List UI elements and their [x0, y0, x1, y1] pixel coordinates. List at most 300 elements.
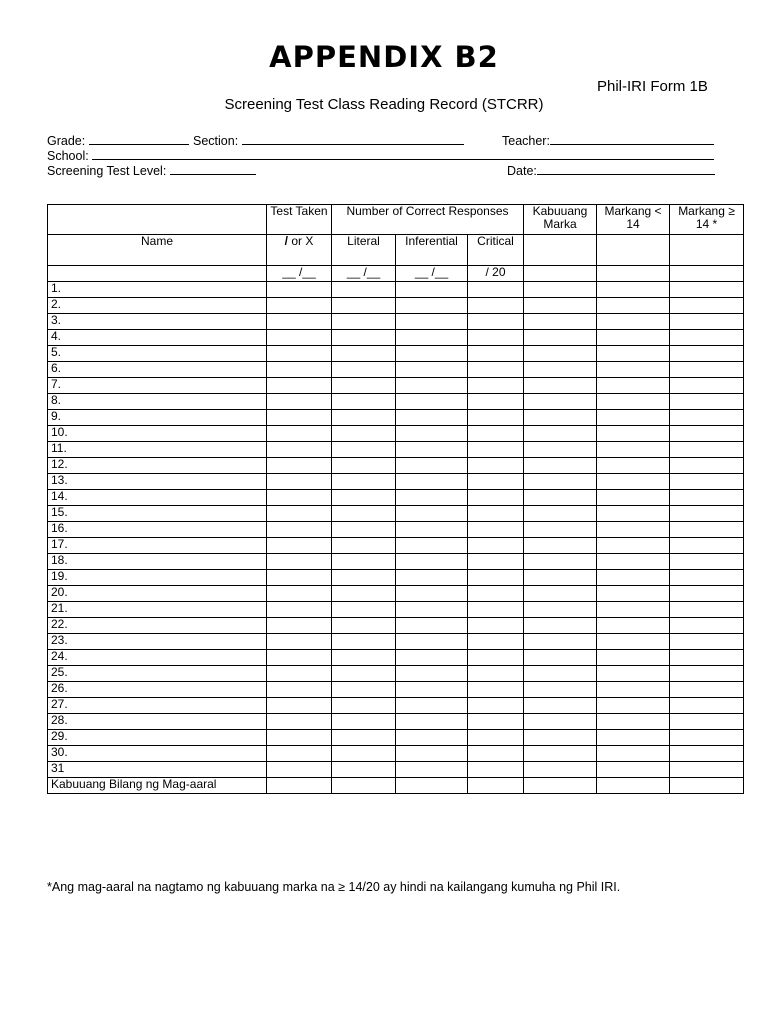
entry-cell[interactable] — [332, 554, 396, 570]
table-row — [48, 570, 744, 586]
entry-cell[interactable] — [396, 666, 468, 682]
header-cell — [670, 235, 744, 266]
entry-cell[interactable] — [524, 714, 597, 730]
row-number: 12. — [48, 458, 267, 474]
entry-cell[interactable] — [524, 586, 597, 602]
entry-cell[interactable] — [597, 570, 670, 586]
entry-cell[interactable] — [332, 442, 396, 458]
score-cell — [597, 266, 670, 282]
entry-cell[interactable] — [468, 602, 524, 618]
entry-cell[interactable] — [524, 666, 597, 682]
section-field[interactable] — [193, 132, 464, 148]
entry-cell[interactable] — [524, 698, 597, 714]
entry-cell[interactable] — [524, 506, 597, 522]
table-row — [48, 586, 744, 602]
score-cell — [48, 266, 267, 282]
entry-cell[interactable] — [267, 714, 332, 730]
entry-cell[interactable] — [524, 538, 597, 554]
entry-cell[interactable] — [670, 650, 744, 666]
entry-cell[interactable] — [670, 554, 744, 570]
entry-cell[interactable] — [597, 442, 670, 458]
entry-cell[interactable] — [332, 538, 396, 554]
entry-cell[interactable] — [396, 442, 468, 458]
entry-cell[interactable] — [597, 458, 670, 474]
entry-cell[interactable] — [332, 394, 396, 410]
score-total-critical: / 20 — [468, 266, 524, 282]
entry-cell[interactable] — [332, 298, 396, 314]
entry-cell[interactable] — [396, 714, 468, 730]
entry-cell[interactable] — [670, 682, 744, 698]
row-number: 14. — [48, 490, 267, 506]
entry-cell[interactable] — [597, 586, 670, 602]
entry-cell[interactable] — [597, 698, 670, 714]
entry-cell[interactable] — [267, 394, 332, 410]
entry-cell[interactable] — [267, 666, 332, 682]
entry-cell[interactable] — [267, 506, 332, 522]
entry-cell[interactable] — [468, 618, 524, 634]
entry-cell[interactable] — [267, 602, 332, 618]
table-row — [48, 298, 744, 314]
entry-cell[interactable] — [396, 618, 468, 634]
row-number: 7. — [48, 378, 267, 394]
entry-cell[interactable] — [670, 666, 744, 682]
entry-cell[interactable] — [396, 682, 468, 698]
entry-cell[interactable] — [670, 570, 744, 586]
row-number: 15. — [48, 506, 267, 522]
entry-cell[interactable] — [468, 698, 524, 714]
row-number: 11. — [48, 442, 267, 458]
entry-cell[interactable] — [670, 586, 744, 602]
entry-cell[interactable] — [332, 650, 396, 666]
table-row — [48, 474, 744, 490]
entry-cell[interactable] — [524, 410, 597, 426]
entry-cell[interactable] — [597, 682, 670, 698]
entry-cell[interactable] — [597, 778, 670, 794]
entry-cell[interactable] — [468, 714, 524, 730]
entry-cell[interactable] — [670, 618, 744, 634]
level-field[interactable] — [47, 162, 256, 178]
entry-cell[interactable] — [597, 410, 670, 426]
entry-cell[interactable] — [597, 490, 670, 506]
entry-cell[interactable] — [332, 410, 396, 426]
entry-cell[interactable] — [524, 554, 597, 570]
header-cell — [524, 235, 597, 266]
entry-cell[interactable] — [670, 314, 744, 330]
entry-cell[interactable] — [468, 634, 524, 650]
entry-cell[interactable] — [597, 506, 670, 522]
entry-cell[interactable] — [670, 362, 744, 378]
entry-cell[interactable] — [332, 778, 396, 794]
entry-cell[interactable] — [396, 394, 468, 410]
entry-cell[interactable] — [396, 538, 468, 554]
entry-cell[interactable] — [267, 570, 332, 586]
table-row — [48, 634, 744, 650]
entry-cell[interactable] — [332, 378, 396, 394]
score-row — [48, 266, 744, 282]
entry-cell[interactable] — [597, 378, 670, 394]
entry-cell[interactable] — [396, 522, 468, 538]
entry-cell[interactable] — [332, 314, 396, 330]
teacher-label: Teacher: — [502, 134, 550, 148]
entry-cell[interactable] — [597, 634, 670, 650]
entry-cell[interactable] — [597, 762, 670, 778]
entry-cell[interactable] — [396, 698, 468, 714]
total-row-label: Kabuuang Bilang ng Mag-aaral — [48, 778, 267, 794]
entry-cell[interactable] — [267, 474, 332, 490]
entry-cell[interactable] — [468, 458, 524, 474]
entry-cell[interactable] — [396, 410, 468, 426]
row-number: 18. — [48, 554, 267, 570]
row-number: 29. — [48, 730, 267, 746]
entry-cell[interactable] — [524, 378, 597, 394]
teacher-line — [550, 132, 714, 145]
entry-cell[interactable] — [396, 330, 468, 346]
row-number: 23. — [48, 634, 267, 650]
entry-cell[interactable] — [267, 682, 332, 698]
entry-cell[interactable] — [267, 314, 332, 330]
entry-cell[interactable] — [396, 762, 468, 778]
entry-cell[interactable] — [332, 602, 396, 618]
table-row — [48, 682, 744, 698]
entry-cell[interactable] — [670, 426, 744, 442]
entry-cell[interactable] — [524, 442, 597, 458]
row-number: 6. — [48, 362, 267, 378]
entry-cell[interactable] — [597, 666, 670, 682]
entry-cell[interactable] — [332, 474, 396, 490]
entry-cell[interactable] — [267, 346, 332, 362]
section-label: Section: — [193, 134, 239, 148]
entry-cell[interactable] — [670, 778, 744, 794]
entry-cell[interactable] — [468, 506, 524, 522]
entry-cell[interactable] — [332, 730, 396, 746]
entry-cell[interactable] — [396, 346, 468, 362]
entry-cell[interactable] — [597, 330, 670, 346]
entry-cell[interactable] — [332, 586, 396, 602]
table-row — [48, 698, 744, 714]
entry-cell[interactable] — [524, 346, 597, 362]
entry-cell[interactable] — [468, 554, 524, 570]
entry-cell[interactable] — [396, 586, 468, 602]
entry-cell[interactable] — [267, 618, 332, 634]
table-row — [48, 554, 744, 570]
entry-cell[interactable] — [396, 506, 468, 522]
kabuuang-marka-header: Kabuuang Marka — [524, 205, 597, 235]
entry-cell[interactable] — [524, 282, 597, 298]
entry-cell[interactable] — [468, 762, 524, 778]
row-number: 2. — [48, 298, 267, 314]
entry-cell[interactable] — [670, 442, 744, 458]
entry-cell[interactable] — [670, 602, 744, 618]
entry-cell[interactable] — [396, 314, 468, 330]
entry-cell[interactable] — [396, 378, 468, 394]
entry-cell[interactable] — [597, 746, 670, 762]
entry-cell[interactable] — [524, 682, 597, 698]
entry-cell[interactable] — [468, 394, 524, 410]
entry-cell[interactable] — [524, 730, 597, 746]
entry-cell[interactable] — [468, 282, 524, 298]
row-number: 13. — [48, 474, 267, 490]
entry-cell[interactable] — [267, 282, 332, 298]
entry-cell[interactable] — [597, 730, 670, 746]
entry-cell[interactable] — [670, 330, 744, 346]
entry-cell[interactable] — [396, 746, 468, 762]
entry-cell[interactable] — [468, 490, 524, 506]
table-row — [48, 282, 744, 298]
score-cell — [670, 266, 744, 282]
entry-cell[interactable] — [396, 298, 468, 314]
table-row — [48, 714, 744, 730]
header-row-2 — [48, 235, 744, 266]
entry-cell[interactable] — [524, 474, 597, 490]
table-row — [48, 730, 744, 746]
entry-cell[interactable] — [267, 730, 332, 746]
test-taken-or: or X — [291, 234, 314, 248]
entry-cell[interactable] — [468, 746, 524, 762]
entry-cell[interactable] — [468, 314, 524, 330]
header-cell — [597, 235, 670, 266]
entry-cell[interactable] — [670, 730, 744, 746]
entry-cell[interactable] — [524, 618, 597, 634]
entry-cell[interactable] — [332, 634, 396, 650]
entry-cell[interactable] — [267, 378, 332, 394]
entry-cell[interactable] — [267, 442, 332, 458]
test-taken-header: Test Taken — [267, 205, 332, 235]
entry-cell[interactable] — [468, 474, 524, 490]
entry-cell[interactable] — [597, 282, 670, 298]
entry-cell[interactable] — [267, 410, 332, 426]
test-taken-mark-header — [267, 235, 332, 266]
entry-cell[interactable] — [468, 730, 524, 746]
entry-cell[interactable] — [524, 458, 597, 474]
entry-cell[interactable] — [524, 602, 597, 618]
entry-cell[interactable] — [670, 346, 744, 362]
entry-cell[interactable] — [468, 426, 524, 442]
entry-cell[interactable] — [670, 282, 744, 298]
table-row — [48, 362, 744, 378]
entry-cell[interactable] — [396, 650, 468, 666]
entry-cell[interactable] — [524, 426, 597, 442]
entry-cell[interactable] — [396, 730, 468, 746]
entry-cell[interactable] — [267, 650, 332, 666]
grade-line — [89, 132, 189, 145]
entry-cell[interactable] — [332, 570, 396, 586]
teacher-field[interactable] — [502, 132, 714, 148]
entry-cell[interactable] — [396, 778, 468, 794]
entry-cell[interactable] — [396, 282, 468, 298]
entry-cell[interactable] — [597, 346, 670, 362]
date-field[interactable] — [507, 162, 715, 178]
entry-cell[interactable] — [670, 538, 744, 554]
entry-cell[interactable] — [524, 330, 597, 346]
entry-cell[interactable] — [468, 298, 524, 314]
entry-cell[interactable] — [524, 570, 597, 586]
grade-label: Grade: — [47, 134, 86, 148]
entry-cell[interactable] — [332, 522, 396, 538]
table-row — [48, 746, 744, 762]
entry-cell[interactable] — [670, 634, 744, 650]
entry-cell[interactable] — [267, 490, 332, 506]
entry-cell[interactable] — [396, 474, 468, 490]
entry-cell[interactable] — [332, 682, 396, 698]
entry-cell[interactable] — [332, 362, 396, 378]
entry-cell[interactable] — [267, 586, 332, 602]
entry-cell[interactable] — [267, 426, 332, 442]
entry-cell[interactable] — [468, 522, 524, 538]
entry-cell[interactable] — [468, 650, 524, 666]
critical-header: Critical — [468, 235, 524, 266]
entry-cell[interactable] — [670, 298, 744, 314]
entry-cell[interactable] — [524, 394, 597, 410]
entry-cell[interactable] — [332, 490, 396, 506]
score-blank-inferential: __ /__ — [396, 266, 468, 282]
form-code: Phil-IRI Form 1B — [597, 78, 708, 95]
entry-cell[interactable] — [332, 346, 396, 362]
entry-cell[interactable] — [267, 330, 332, 346]
entry-cell[interactable] — [332, 330, 396, 346]
table-row — [48, 522, 744, 538]
entry-cell[interactable] — [670, 746, 744, 762]
entry-cell[interactable] — [396, 490, 468, 506]
entry-cell[interactable] — [267, 778, 332, 794]
entry-cell[interactable] — [267, 522, 332, 538]
entry-cell[interactable] — [597, 618, 670, 634]
entry-cell[interactable] — [524, 314, 597, 330]
entry-cell[interactable] — [524, 362, 597, 378]
entry-cell[interactable] — [524, 634, 597, 650]
entry-cell[interactable] — [468, 330, 524, 346]
table-row — [48, 346, 744, 362]
entry-cell[interactable] — [396, 554, 468, 570]
date-label: Date: — [507, 164, 537, 178]
row-number: 24. — [48, 650, 267, 666]
entry-cell[interactable] — [597, 522, 670, 538]
entry-cell[interactable] — [332, 618, 396, 634]
entry-cell[interactable] — [524, 778, 597, 794]
entry-cell[interactable] — [468, 538, 524, 554]
entry-cell[interactable] — [524, 650, 597, 666]
entry-cell[interactable] — [670, 522, 744, 538]
table-row — [48, 762, 744, 778]
entry-cell[interactable] — [332, 426, 396, 442]
entry-cell[interactable] — [396, 570, 468, 586]
entry-cell[interactable] — [597, 314, 670, 330]
entry-cell[interactable] — [267, 538, 332, 554]
entry-cell[interactable] — [670, 474, 744, 490]
entry-cell[interactable] — [670, 506, 744, 522]
row-number: 16. — [48, 522, 267, 538]
entry-cell[interactable] — [267, 458, 332, 474]
table-row — [48, 618, 744, 634]
entry-cell[interactable] — [332, 698, 396, 714]
entry-cell[interactable] — [332, 714, 396, 730]
entry-cell[interactable] — [468, 410, 524, 426]
table-row — [48, 442, 744, 458]
entry-cell[interactable] — [597, 714, 670, 730]
entry-cell[interactable] — [524, 762, 597, 778]
entry-cell[interactable] — [332, 506, 396, 522]
entry-cell[interactable] — [670, 394, 744, 410]
entry-cell[interactable] — [267, 634, 332, 650]
entry-cell[interactable] — [267, 298, 332, 314]
entry-cell[interactable] — [597, 394, 670, 410]
entry-cell[interactable] — [332, 282, 396, 298]
entry-cell[interactable] — [267, 698, 332, 714]
entry-cell[interactable] — [524, 522, 597, 538]
entry-cell[interactable] — [396, 362, 468, 378]
entry-cell[interactable] — [597, 602, 670, 618]
entry-cell[interactable] — [468, 442, 524, 458]
entry-cell[interactable] — [670, 762, 744, 778]
entry-cell[interactable] — [332, 666, 396, 682]
entry-cell[interactable] — [468, 570, 524, 586]
entry-cell[interactable] — [670, 714, 744, 730]
entry-cell[interactable] — [468, 682, 524, 698]
entry-cell[interactable] — [468, 778, 524, 794]
entry-cell[interactable] — [396, 602, 468, 618]
school-line — [92, 147, 714, 160]
entry-cell[interactable] — [597, 538, 670, 554]
footnote: *Ang mag-aaral na nagtamo ng kabuuang marka na ≥ 14/20 ay hindi na kailangang kumuha ng Phil IRI. — [47, 880, 621, 894]
entry-cell[interactable] — [670, 490, 744, 506]
entry-cell[interactable] — [468, 346, 524, 362]
entry-cell[interactable] — [468, 362, 524, 378]
literal-header: Literal — [332, 235, 396, 266]
row-number: 1. — [48, 282, 267, 298]
entry-cell[interactable] — [396, 634, 468, 650]
table-row — [48, 602, 744, 618]
row-number: 10. — [48, 426, 267, 442]
entry-cell[interactable] — [267, 746, 332, 762]
entry-cell[interactable] — [597, 426, 670, 442]
school-label: School: — [47, 149, 89, 163]
entry-cell[interactable] — [468, 378, 524, 394]
entry-cell[interactable] — [524, 298, 597, 314]
entry-cell[interactable] — [597, 298, 670, 314]
entry-cell[interactable] — [267, 554, 332, 570]
entry-cell[interactable] — [396, 426, 468, 442]
entry-cell[interactable] — [670, 410, 744, 426]
entry-cell[interactable] — [597, 474, 670, 490]
entry-cell[interactable] — [597, 554, 670, 570]
grade-field[interactable] — [47, 132, 189, 148]
entry-cell[interactable] — [670, 378, 744, 394]
table-row — [48, 538, 744, 554]
entry-cell[interactable] — [267, 362, 332, 378]
page-subtitle: Screening Test Class Reading Record (STCRR) — [224, 96, 544, 113]
entry-cell[interactable] — [468, 666, 524, 682]
entry-cell[interactable] — [267, 762, 332, 778]
section-line — [242, 132, 464, 145]
entry-cell[interactable] — [468, 586, 524, 602]
entry-cell[interactable] — [597, 650, 670, 666]
entry-cell[interactable] — [670, 698, 744, 714]
entry-cell[interactable] — [524, 490, 597, 506]
entry-cell[interactable] — [332, 746, 396, 762]
entry-cell[interactable] — [597, 362, 670, 378]
entry-cell[interactable] — [332, 458, 396, 474]
entry-cell[interactable] — [670, 458, 744, 474]
table-row — [48, 650, 744, 666]
page-title: APPENDIX B2 — [269, 40, 499, 74]
entry-cell[interactable] — [332, 762, 396, 778]
row-number: 4. — [48, 330, 267, 346]
markang-ge-header: Markang ≥ 14 * — [670, 205, 744, 235]
entry-cell[interactable] — [396, 458, 468, 474]
entry-cell[interactable] — [524, 746, 597, 762]
row-number: 25. — [48, 666, 267, 682]
school-field[interactable] — [47, 147, 714, 163]
reading-record-table — [47, 204, 744, 794]
